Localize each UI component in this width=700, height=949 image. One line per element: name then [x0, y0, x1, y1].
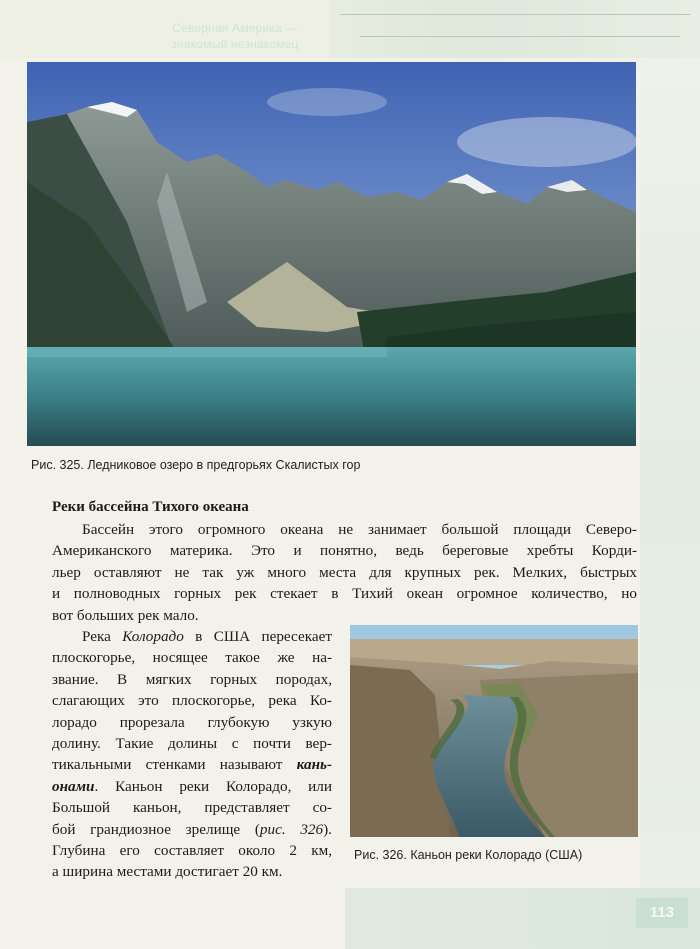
map-background-right — [640, 58, 700, 888]
text-line: Глубина его составляет около 2 км, — [52, 841, 332, 859]
text-span: Река — [82, 628, 123, 645]
text-line: долину. Такие долины с почти вер- — [52, 734, 332, 752]
section-heading: Реки бассейна Тихого океана — [52, 499, 249, 515]
figure-325-caption: Рис. 325. Ледниковое озеро в предгорьях Скалистых гор — [31, 458, 361, 472]
text-line: плоскогорье, носящее такое же на- — [52, 649, 332, 667]
map-background-top — [0, 0, 700, 58]
map-tint — [330, 0, 700, 58]
figure-reference: рис. 326 — [259, 820, 324, 838]
text-line — [52, 626, 332, 647]
river-name: Колорадо — [122, 628, 184, 645]
photo-glacial-lake — [27, 62, 636, 446]
text-span: ). — [323, 820, 332, 838]
text-line — [52, 819, 332, 840]
text-line — [52, 754, 332, 775]
text-line: звание. В мягких горных породах, — [52, 670, 332, 688]
map-line — [340, 14, 690, 15]
paragraph-1 — [52, 519, 637, 626]
text-span: в США пересекает — [183, 628, 332, 645]
term-canyon: кань- — [296, 756, 332, 774]
chapter-header-line2: знакомый незнакомец — [171, 37, 299, 51]
text-span: тикальными стенками называют — [52, 756, 297, 774]
term-canyon: онами — [52, 777, 95, 795]
text-line: Американского материка. Это и понятно, ведь береговые хребты Корди- — [52, 542, 637, 560]
text-line: а ширина местами достигает 20 км. — [52, 863, 283, 881]
text-line — [52, 776, 332, 797]
figure-326-caption: Рис. 326. Каньон реки Колорадо (США) — [354, 848, 583, 862]
text-line: и полноводных горных рек стекает в Тихий океан огромное количество, но — [52, 585, 637, 603]
photo-colorado-canyon — [350, 625, 638, 837]
text-line: слагающих это плоскогорье, река Ко- — [52, 692, 332, 710]
map-line — [360, 36, 680, 37]
text-span: бой грандиозное зрелище ( — [52, 820, 260, 838]
chapter-header — [140, 20, 330, 52]
text-line: лорадо прорезала глубокую узкую — [52, 713, 332, 731]
text-line: Большой каньон, представляет со- — [52, 799, 332, 817]
text-line: Бассейн этого огромного океана не занимает большой площади Северо- — [82, 521, 637, 538]
text-line: вот больших рек мало. — [52, 606, 199, 624]
text-line: льер оставляют не так уж много места для крупных рек. Мелких, быстрых — [52, 563, 637, 581]
paragraph-2 — [52, 626, 332, 883]
page-number: 113 — [636, 898, 688, 928]
text-span: . Каньон реки Колорадо, или — [94, 777, 332, 795]
chapter-header-line1: Северная Америка — — [172, 21, 298, 35]
